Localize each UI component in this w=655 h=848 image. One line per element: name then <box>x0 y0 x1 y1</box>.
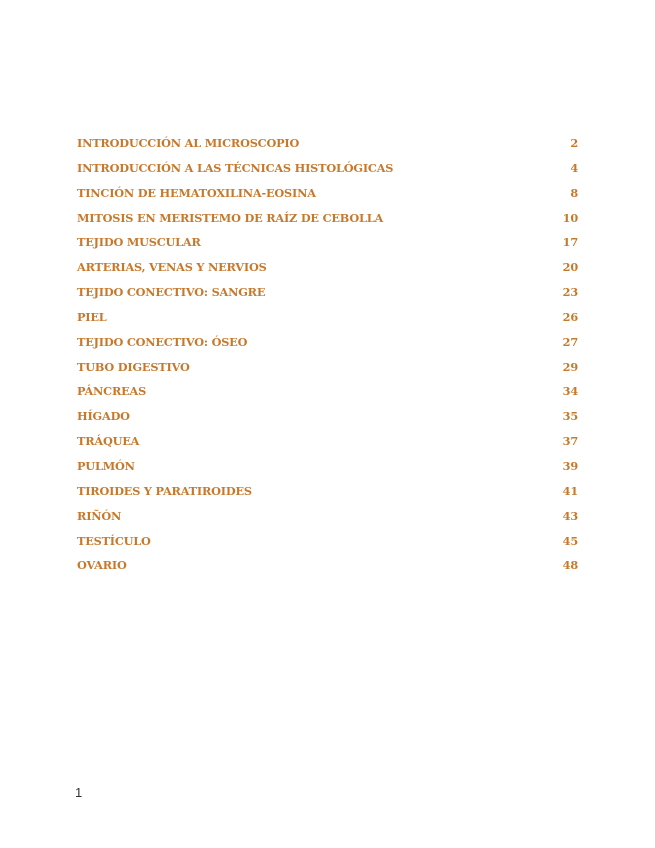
toc-entry[interactable] <box>77 310 578 335</box>
toc-entry-title: PIEL <box>77 309 107 324</box>
toc-entry-page: 4 <box>570 160 578 175</box>
toc-entry-page: 27 <box>562 334 578 349</box>
toc-entry-page: 37 <box>562 434 578 449</box>
toc-entry-title: OVARIO <box>77 558 127 573</box>
toc-entry-page: 29 <box>562 359 578 374</box>
toc-entry-page: 10 <box>562 210 578 225</box>
toc-entry-page: 48 <box>562 558 578 573</box>
toc-entry[interactable] <box>77 558 578 583</box>
toc-entry-page: 39 <box>562 458 578 473</box>
toc-entry-page: 41 <box>562 483 578 498</box>
toc-entry-title: TEJIDO CONECTIVO: ÓSEO <box>77 334 248 349</box>
toc-entry[interactable] <box>77 534 578 559</box>
toc-entry-page: 45 <box>562 533 578 548</box>
toc-entry[interactable] <box>77 211 578 236</box>
toc-entry-page: 26 <box>562 309 578 324</box>
toc-entry[interactable] <box>77 434 578 459</box>
toc-entry[interactable] <box>77 484 578 509</box>
toc-entry[interactable] <box>77 260 578 285</box>
toc-entry-title: TUBO DIGESTIVO <box>77 359 190 374</box>
toc-entry-title: TINCIÓN DE HEMATOXILINA-EOSINA <box>77 185 316 200</box>
toc-entry[interactable] <box>77 509 578 534</box>
toc-entry-title: RIÑÓN <box>77 508 122 523</box>
toc-entry-page: 2 <box>570 136 578 150</box>
toc-entry-title: PULMÓN <box>77 458 135 473</box>
toc-entry-title: HÍGADO <box>77 409 130 424</box>
toc-entry-title: ARTERIAS, VENAS Y NERVIOS <box>77 260 267 275</box>
toc-entry[interactable] <box>77 384 578 409</box>
toc-entry[interactable] <box>77 136 578 161</box>
toc-entry-title: TEJIDO CONECTIVO: SANGRE <box>77 285 266 300</box>
toc-entry[interactable] <box>77 360 578 385</box>
toc-entry[interactable] <box>77 459 578 484</box>
table-of-contents <box>77 136 578 583</box>
toc-entry[interactable] <box>77 161 578 186</box>
toc-entry-page: 17 <box>562 235 578 250</box>
toc-entry-page: 23 <box>562 285 578 300</box>
toc-entry-title: TESTÍCULO <box>77 533 151 548</box>
toc-entry-title: TEJIDO MUSCULAR <box>77 235 201 250</box>
toc-entry-title: INTRODUCCIÓN AL MICROSCOPIO <box>77 136 300 150</box>
toc-entry-title: MITOSIS EN MERISTEMO DE RAÍZ DE CEBOLLA <box>77 210 384 225</box>
toc-entry[interactable] <box>77 235 578 260</box>
toc-entry[interactable] <box>77 186 578 211</box>
toc-entry-title: TIROIDES Y PARATIROIDES <box>77 483 252 498</box>
toc-entry-page: 43 <box>562 508 578 523</box>
toc-entry-title: TRÁQUEA <box>77 434 140 449</box>
toc-entry-page: 35 <box>562 409 578 424</box>
toc-entry-page: 34 <box>562 384 578 399</box>
page-number: 1 <box>75 785 83 800</box>
toc-entry[interactable] <box>77 409 578 434</box>
toc-entry-page: 20 <box>562 260 578 275</box>
toc-entry[interactable] <box>77 335 578 360</box>
toc-entry-page: 8 <box>570 185 578 200</box>
toc-entry[interactable] <box>77 285 578 310</box>
toc-entry-title: INTRODUCCIÓN A LAS TÉCNICAS HISTOLÓGICAS <box>77 160 394 175</box>
toc-entry-title: PÁNCREAS <box>77 384 147 399</box>
